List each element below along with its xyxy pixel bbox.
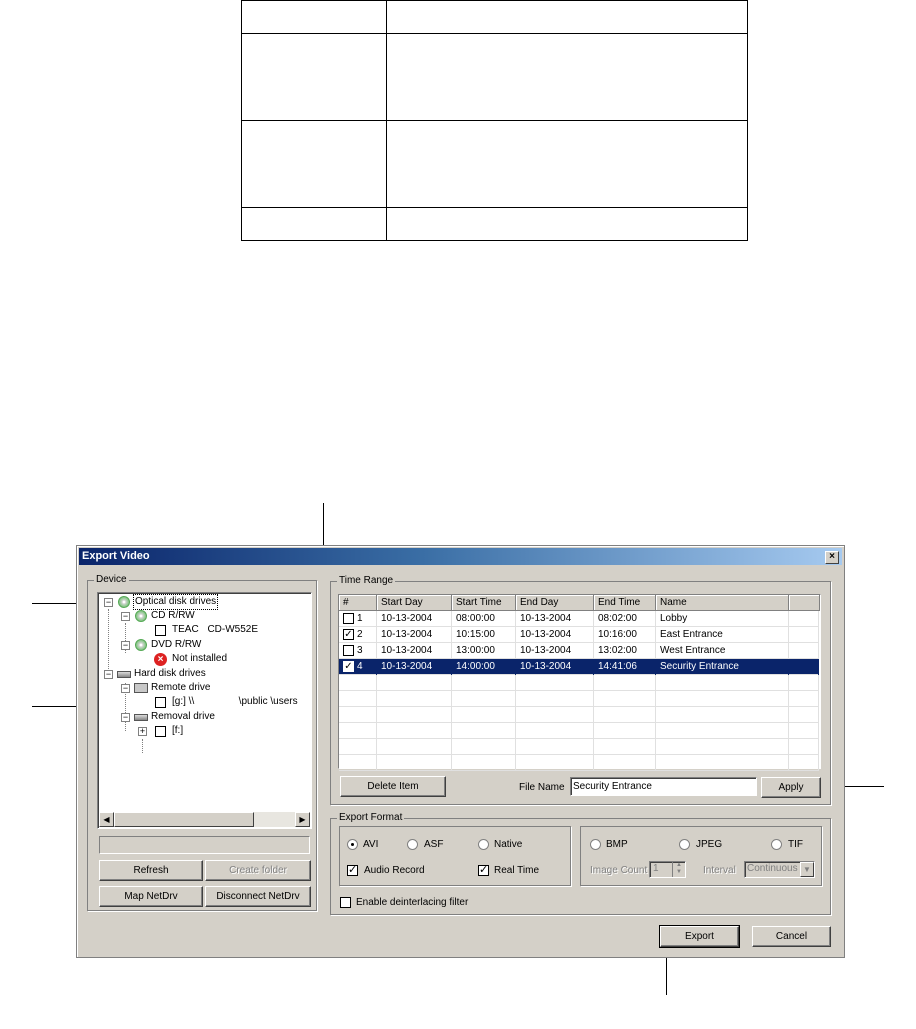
empty-cell <box>452 755 516 771</box>
image-count-value: 1 <box>653 863 659 874</box>
asf-label: ASF <box>424 839 444 850</box>
doc-cell <box>242 1 387 34</box>
end-day-cell: 10-13-2004 <box>516 611 594 627</box>
empty-cell <box>789 691 819 707</box>
row-number-cell <box>339 643 377 659</box>
collapse-icon[interactable]: − <box>105 597 112 607</box>
empty-cell <box>516 675 594 691</box>
doc-cell <box>242 121 387 208</box>
start-day-cell: 10-13-2004 <box>377 611 452 627</box>
empty-cell <box>339 675 377 691</box>
file-name-input[interactable] <box>570 777 757 796</box>
column-header[interactable]: Name <box>656 595 789 611</box>
native-radio[interactable] <box>478 839 489 850</box>
tree-label: Removal drive <box>151 711 215 722</box>
empty-cell <box>789 659 819 675</box>
file-name-label: File Name <box>519 782 565 793</box>
end-time-cell: 14:41:06 <box>594 659 656 675</box>
dvd-icon <box>135 639 147 651</box>
collapse-icon[interactable]: − <box>122 683 129 693</box>
cd-icon <box>135 610 147 622</box>
jpeg-label: JPEG <box>696 839 723 850</box>
empty-cell <box>377 755 452 771</box>
tree-connector <box>142 739 143 753</box>
empty-row <box>339 739 819 755</box>
empty-cell <box>656 691 789 707</box>
end-time-cell: 10:16:00 <box>594 627 656 643</box>
export-video-dialog <box>76 545 845 958</box>
tree-label: CD R/RW <box>151 610 195 621</box>
empty-cell <box>452 691 516 707</box>
audio-record-checkbox[interactable]: ✓ <box>348 864 358 876</box>
column-header[interactable]: End Time <box>594 595 656 611</box>
scroll-left-button[interactable]: ◀ <box>99 812 114 827</box>
collapse-icon[interactable]: − <box>122 712 129 722</box>
create-folder-button[interactable]: Create folder <box>205 860 311 881</box>
doc-cell <box>387 34 748 121</box>
empty-cell <box>516 755 594 771</box>
removal-drive-icon <box>134 714 148 721</box>
doc-cell <box>242 208 387 241</box>
empty-cell <box>377 723 452 739</box>
row-checkbox[interactable]: ✓ <box>344 628 353 640</box>
empty-row <box>339 707 819 723</box>
row-number: 4 <box>357 661 363 672</box>
start-time-cell: 08:00:00 <box>452 611 516 627</box>
empty-cell <box>789 707 819 723</box>
removal-drive-checkbox[interactable] <box>155 726 166 737</box>
remote-drive-checkbox[interactable] <box>155 697 166 708</box>
scroll-thumb[interactable] <box>114 812 254 827</box>
native-label: Native <box>494 839 523 850</box>
network-drive-icon <box>134 683 148 693</box>
tif-label: TIF <box>788 839 803 850</box>
scroll-right-button[interactable]: ▶ <box>295 812 310 827</box>
dialog-title: Export Video <box>82 550 150 562</box>
empty-cell <box>789 675 819 691</box>
column-header[interactable]: Start Time <box>452 595 516 611</box>
row-number: 1 <box>357 613 363 624</box>
table-row[interactable] <box>339 643 819 659</box>
close-button[interactable]: × <box>825 551 839 564</box>
empty-cell <box>452 707 516 723</box>
empty-row <box>339 723 819 739</box>
avi-radio[interactable] <box>347 839 358 850</box>
empty-cell <box>594 675 656 691</box>
jpeg-radio[interactable] <box>679 839 690 850</box>
name-cell: West Entrance <box>656 643 789 659</box>
end-time-cell: 08:02:00 <box>594 611 656 627</box>
empty-cell <box>377 691 452 707</box>
real-time-checkbox[interactable]: ✓ <box>479 864 489 876</box>
teac-checkbox[interactable] <box>155 625 166 636</box>
name-cell: Lobby <box>656 611 789 627</box>
end-time-cell: 13:02:00 <box>594 643 656 659</box>
title-bar <box>79 548 842 565</box>
file-name-value: Security Entrance <box>573 781 652 792</box>
empty-cell <box>452 723 516 739</box>
deinterlace-checkbox[interactable] <box>340 897 351 908</box>
tree-label: Not installed <box>172 653 228 664</box>
empty-cell <box>594 723 656 739</box>
end-day-cell: 10-13-2004 <box>516 627 594 643</box>
export-button[interactable]: Export <box>660 926 739 947</box>
doc-cell <box>387 1 748 34</box>
delete-item-button[interactable]: Delete Item <box>340 776 446 797</box>
end-day-cell: 10-13-2004 <box>516 643 594 659</box>
empty-cell <box>377 675 452 691</box>
row-checkbox[interactable]: ✓ <box>344 660 353 672</box>
tree-label: Hard disk drives <box>134 668 206 679</box>
empty-row <box>339 755 819 771</box>
apply-button[interactable]: Apply <box>761 777 821 798</box>
empty-cell <box>789 723 819 739</box>
row-number-cell <box>339 627 377 643</box>
empty-cell <box>516 691 594 707</box>
row-number: 3 <box>357 645 363 656</box>
table-row[interactable] <box>339 611 819 627</box>
empty-cell <box>516 739 594 755</box>
device-group-label: Device <box>96 574 127 585</box>
empty-cell <box>789 739 819 755</box>
image-count-label: Image Count <box>590 865 648 876</box>
row-number: 2 <box>357 629 363 640</box>
map-netdrv-button[interactable]: Map NetDrv <box>99 886 203 907</box>
bmp-radio[interactable] <box>590 839 601 850</box>
bmp-label: BMP <box>606 839 628 850</box>
tree-label: [g:] \\ \public \users <box>172 696 298 707</box>
empty-cell <box>452 675 516 691</box>
start-day-cell: 10-13-2004 <box>377 643 452 659</box>
audio-record-label: Audio Record <box>364 865 425 876</box>
empty-row <box>339 691 819 707</box>
chevron-down-icon[interactable]: ▼ <box>800 862 814 877</box>
empty-cell <box>377 739 452 755</box>
empty-cell <box>339 691 377 707</box>
error-icon: × <box>154 653 167 666</box>
horizontal-scrollbar[interactable] <box>99 812 310 827</box>
empty-row <box>339 675 819 691</box>
row-checkbox[interactable] <box>343 613 354 624</box>
start-day-cell: 10-13-2004 <box>377 659 452 675</box>
doc-cell <box>242 34 387 121</box>
empty-cell <box>594 691 656 707</box>
tif-radio[interactable] <box>771 839 782 850</box>
device-tree[interactable] <box>97 592 312 829</box>
table-row[interactable] <box>339 659 819 675</box>
cancel-button[interactable]: Cancel <box>752 926 831 947</box>
row-number-cell <box>339 659 377 675</box>
real-time-label: Real Time <box>494 865 540 876</box>
export-format-group-label: Export Format <box>339 812 403 823</box>
name-cell: Security Entrance <box>656 659 789 675</box>
start-time-cell: 10:15:00 <box>452 627 516 643</box>
empty-cell <box>594 707 656 723</box>
empty-cell <box>789 611 819 627</box>
empty-cell <box>789 643 819 659</box>
empty-cell <box>656 723 789 739</box>
doc-cell <box>387 208 748 241</box>
empty-cell <box>656 675 789 691</box>
spin-icon[interactable]: ▲ ▼ <box>672 862 685 877</box>
optical-disc-icon <box>118 596 130 608</box>
empty-cell <box>339 739 377 755</box>
device-status-field <box>99 836 310 854</box>
tree-label: Optical disk drives <box>135 596 217 607</box>
tree-label: DVD R/RW <box>151 639 202 650</box>
end-day-cell: 10-13-2004 <box>516 659 594 675</box>
column-header[interactable]: # <box>339 595 377 611</box>
image-count-stepper[interactable] <box>649 861 686 878</box>
doc-table <box>241 0 748 241</box>
disconnect-netdrv-button[interactable]: Disconnect NetDrv <box>205 886 311 907</box>
empty-cell <box>516 723 594 739</box>
interval-value: Continuous <box>747 863 798 874</box>
start-time-cell: 14:00:00 <box>452 659 516 675</box>
empty-cell <box>516 707 594 723</box>
row-checkbox[interactable] <box>343 645 354 656</box>
empty-cell <box>789 755 819 771</box>
avi-label: AVI <box>363 839 379 850</box>
expand-icon[interactable]: + <box>139 726 146 736</box>
empty-cell <box>656 755 789 771</box>
empty-cell <box>594 739 656 755</box>
start-time-cell: 13:00:00 <box>452 643 516 659</box>
deinterlace-label: Enable deinterlacing filter <box>356 897 469 908</box>
empty-cell <box>339 707 377 723</box>
time-range-group-label: Time Range <box>339 575 394 586</box>
column-header[interactable]: Start Day <box>377 595 452 611</box>
interval-label: Interval <box>703 865 736 876</box>
time-range-list[interactable] <box>338 594 821 769</box>
empty-cell <box>339 723 377 739</box>
collapse-icon[interactable]: − <box>105 669 112 679</box>
refresh-button[interactable]: Refresh <box>99 860 203 881</box>
doc-cell <box>387 121 748 208</box>
asf-radio[interactable] <box>407 839 418 850</box>
tree-label: Remote drive <box>151 682 211 693</box>
tree-label: TEAC CD-W552E <box>172 624 259 635</box>
video-format-box <box>339 826 571 886</box>
name-cell: East Entrance <box>656 627 789 643</box>
tree-label: [f:] <box>172 725 184 736</box>
empty-cell <box>377 707 452 723</box>
column-header <box>789 595 820 611</box>
collapse-icon[interactable]: − <box>122 611 129 621</box>
table-row[interactable] <box>339 627 819 643</box>
collapse-icon[interactable]: − <box>122 640 129 650</box>
column-header[interactable]: End Day <box>516 595 594 611</box>
empty-cell <box>789 627 819 643</box>
row-number-cell <box>339 611 377 627</box>
empty-cell <box>656 707 789 723</box>
hard-disk-icon <box>117 671 131 678</box>
start-day-cell: 10-13-2004 <box>377 627 452 643</box>
empty-cell <box>339 755 377 771</box>
empty-cell <box>656 739 789 755</box>
empty-cell <box>594 755 656 771</box>
interval-select[interactable] <box>744 861 815 878</box>
empty-cell <box>452 739 516 755</box>
